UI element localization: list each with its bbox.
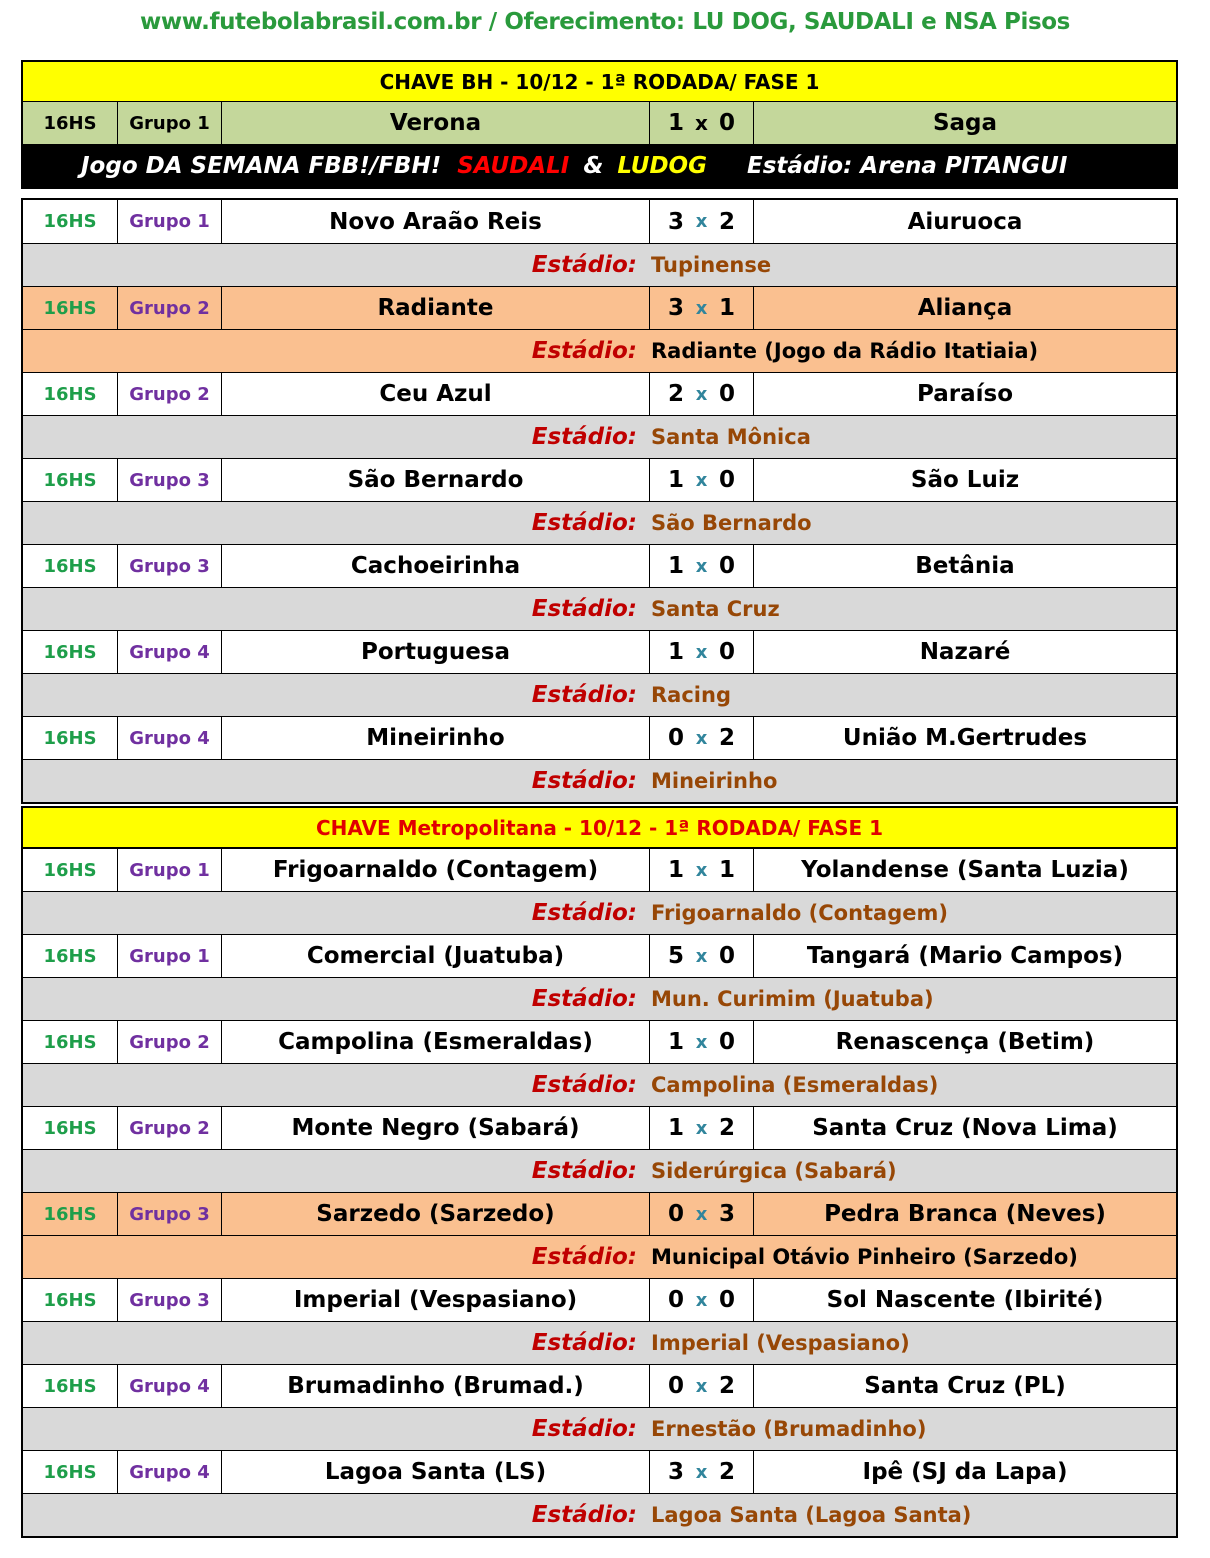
away-team: Yolandense (Santa Luzia) bbox=[753, 849, 1176, 891]
away-team: Saga bbox=[753, 102, 1176, 144]
score bbox=[649, 1365, 753, 1407]
score-separator: x bbox=[695, 727, 708, 749]
match-row bbox=[23, 934, 1176, 977]
score-separator: x bbox=[695, 1203, 708, 1225]
away-team: Ipê (SJ da Lapa) bbox=[753, 1451, 1176, 1493]
away-score: 0 bbox=[718, 553, 735, 579]
game-of-the-week-bar bbox=[23, 145, 1176, 187]
stadium-label: Estádio: bbox=[531, 1502, 637, 1528]
stadium-row bbox=[23, 1235, 1176, 1278]
sponsor-saudali: SAUDALI bbox=[457, 153, 570, 179]
match-group: Grupo 2 bbox=[117, 287, 221, 329]
home-score: 3 bbox=[668, 295, 685, 321]
score-separator: x bbox=[695, 383, 708, 405]
match-row bbox=[23, 200, 1176, 243]
match-time: 16HS bbox=[43, 211, 97, 232]
away-score: 2 bbox=[718, 1373, 735, 1399]
match-time: 16HS bbox=[43, 297, 97, 319]
home-score: 5 bbox=[668, 943, 685, 969]
away-team: Aiuruoca bbox=[753, 200, 1176, 243]
match-time: 16HS bbox=[43, 1203, 97, 1225]
away-score: 0 bbox=[718, 1287, 735, 1313]
stadium-row bbox=[23, 1407, 1176, 1450]
match-row bbox=[23, 372, 1176, 415]
stadium-label: Estádio: bbox=[531, 900, 637, 926]
away-team: Santa Cruz (Nova Lima) bbox=[753, 1107, 1176, 1149]
match-group: Grupo 4 bbox=[117, 1365, 221, 1407]
stadium-label: Estádio: bbox=[531, 596, 637, 622]
match-group: Grupo 1 bbox=[117, 102, 221, 144]
score-separator: x bbox=[695, 111, 708, 135]
stadium-name: Mineirinho bbox=[651, 769, 778, 793]
home-score: 0 bbox=[668, 1373, 685, 1399]
away-team: Aliança bbox=[753, 287, 1176, 329]
home-score: 1 bbox=[668, 1029, 685, 1055]
stadium-name: Mun. Curimim (Juatuba) bbox=[651, 987, 934, 1011]
home-team: Monte Negro (Sabará) bbox=[221, 1107, 649, 1149]
stadium-name: Municipal Otávio Pinheiro (Sarzedo) bbox=[651, 1245, 1078, 1269]
stadium-label: Estádio: bbox=[531, 1072, 637, 1098]
score-separator: x bbox=[695, 469, 708, 491]
home-score: 1 bbox=[668, 639, 685, 665]
stadium-row bbox=[23, 329, 1176, 372]
home-score: 1 bbox=[668, 467, 685, 493]
home-team: São Bernardo bbox=[221, 459, 649, 501]
stadium-name: Santa Cruz bbox=[651, 597, 780, 621]
away-team: São Luiz bbox=[753, 459, 1176, 501]
featured-match-row bbox=[23, 102, 1176, 145]
score bbox=[649, 849, 753, 891]
home-score: 1 bbox=[668, 110, 685, 136]
away-team: Paraíso bbox=[753, 373, 1176, 415]
match-row bbox=[23, 716, 1176, 759]
stadium-label: Estádio: bbox=[531, 682, 637, 708]
match-row bbox=[23, 286, 1176, 329]
home-team: Radiante bbox=[221, 287, 649, 329]
match-group: Grupo 4 bbox=[117, 717, 221, 759]
away-score: 0 bbox=[718, 1029, 735, 1055]
score bbox=[649, 1107, 753, 1149]
stadium-label: Estádio: bbox=[531, 510, 637, 536]
away-team: Nazaré bbox=[753, 631, 1176, 673]
match-time: 16HS bbox=[43, 945, 97, 967]
score-separator: x bbox=[695, 859, 708, 881]
away-score: 3 bbox=[718, 1201, 735, 1227]
away-score: 2 bbox=[718, 725, 735, 751]
score bbox=[649, 1193, 753, 1235]
away-score: 1 bbox=[718, 857, 735, 883]
match-time: 16HS bbox=[43, 859, 97, 881]
score bbox=[649, 200, 753, 243]
home-score: 3 bbox=[668, 1459, 685, 1485]
stadium-row bbox=[23, 243, 1176, 286]
home-team: Brumadinho (Brumad.) bbox=[221, 1365, 649, 1407]
home-team: Sarzedo (Sarzedo) bbox=[221, 1193, 649, 1235]
metro-header: CHAVE Metropolitana - 10/12 - 1ª RODADA/ FASE 1 bbox=[23, 808, 1176, 848]
score-separator: x bbox=[695, 945, 708, 967]
score-separator: x bbox=[695, 1461, 708, 1483]
score-separator: x bbox=[695, 641, 708, 663]
match-row bbox=[23, 458, 1176, 501]
match-time: 16HS bbox=[43, 383, 97, 405]
home-team: Novo Araão Reis bbox=[221, 200, 649, 243]
away-team: Renascença (Betim) bbox=[753, 1021, 1176, 1063]
stadium-name: Ernestão (Brumadinho) bbox=[651, 1417, 927, 1441]
stadium-row bbox=[23, 1321, 1176, 1364]
away-team: Tangará (Mario Campos) bbox=[753, 935, 1176, 977]
match-group: Grupo 3 bbox=[117, 459, 221, 501]
weekly-title: Jogo DA SEMANA FBB!/FBH! bbox=[81, 153, 442, 179]
featured-match-table bbox=[21, 60, 1178, 189]
score bbox=[649, 717, 753, 759]
stadium-row bbox=[23, 501, 1176, 544]
score bbox=[649, 287, 753, 329]
match-row bbox=[23, 1450, 1176, 1493]
match-time: 16HS bbox=[43, 1117, 97, 1139]
bh-header: CHAVE BH - 10/12 - 1ª RODADA/ FASE 1 bbox=[23, 62, 1176, 102]
score-separator: x bbox=[695, 1117, 708, 1139]
home-team: Frigoarnaldo (Contagem) bbox=[221, 849, 649, 891]
home-team: Lagoa Santa (LS) bbox=[221, 1451, 649, 1493]
stadium-name: São Bernardo bbox=[651, 511, 812, 535]
stadium-name: Campolina (Esmeraldas) bbox=[651, 1073, 939, 1097]
match-group: Grupo 2 bbox=[117, 1107, 221, 1149]
match-row bbox=[23, 848, 1176, 891]
stadium-name: Frigoarnaldo (Contagem) bbox=[651, 901, 948, 925]
bh-matches-table bbox=[21, 198, 1178, 804]
home-team: Cachoeirinha bbox=[221, 545, 649, 587]
stadium-label: Estádio: bbox=[531, 1330, 637, 1356]
match-time: 16HS bbox=[43, 641, 97, 663]
stadium-label: Estádio: bbox=[531, 1416, 637, 1442]
score-separator: x bbox=[695, 1375, 708, 1397]
home-score: 0 bbox=[668, 1201, 685, 1227]
match-time: 16HS bbox=[43, 1031, 97, 1053]
stadium-row bbox=[23, 891, 1176, 934]
away-score: 2 bbox=[718, 1459, 735, 1485]
away-score: 1 bbox=[718, 295, 735, 321]
ampersand: & bbox=[583, 153, 604, 179]
score-separator: x bbox=[695, 211, 708, 232]
away-score: 0 bbox=[718, 467, 735, 493]
stadium-name: Tupinense bbox=[651, 253, 772, 277]
match-row bbox=[23, 1020, 1176, 1063]
away-score: 0 bbox=[718, 381, 735, 407]
match-group: Grupo 1 bbox=[117, 200, 221, 243]
home-team: Ceu Azul bbox=[221, 373, 649, 415]
home-team: Campolina (Esmeraldas) bbox=[221, 1021, 649, 1063]
match-row bbox=[23, 630, 1176, 673]
match-group: Grupo 3 bbox=[117, 1279, 221, 1321]
away-team: Pedra Branca (Neves) bbox=[753, 1193, 1176, 1235]
home-score: 1 bbox=[668, 553, 685, 579]
home-team: Mineirinho bbox=[221, 717, 649, 759]
stadium-row bbox=[23, 759, 1176, 802]
away-team: União M.Gertrudes bbox=[753, 717, 1176, 759]
featured-stadium: Estádio: Arena PITANGUI bbox=[747, 153, 1068, 179]
score bbox=[649, 373, 753, 415]
score bbox=[649, 1451, 753, 1493]
match-group: Grupo 2 bbox=[117, 373, 221, 415]
stadium-row bbox=[23, 1149, 1176, 1192]
score bbox=[649, 102, 753, 144]
match-group: Grupo 1 bbox=[117, 849, 221, 891]
stadium-name: Radiante (Jogo da Rádio Itatiaia) bbox=[651, 339, 1039, 363]
match-time: 16HS bbox=[43, 555, 97, 577]
home-score: 1 bbox=[668, 857, 685, 883]
home-score: 2 bbox=[668, 381, 685, 407]
match-time: 16HS bbox=[43, 1375, 97, 1397]
stadium-label: Estádio: bbox=[531, 252, 637, 278]
site-banner: www.futebolabrasil.com.br / Oferecimento: LU DOG, SAUDALI e NSA Pisos bbox=[140, 9, 1070, 35]
stadium-label: Estádio: bbox=[531, 424, 637, 450]
stadium-row bbox=[23, 587, 1176, 630]
stadium-row bbox=[23, 673, 1176, 716]
home-team: Imperial (Vespasiano) bbox=[221, 1279, 649, 1321]
stadium-row bbox=[23, 415, 1176, 458]
score-separator: x bbox=[695, 1031, 708, 1053]
sponsor-ludog: LUDOG bbox=[617, 153, 707, 179]
score-separator: x bbox=[695, 555, 708, 577]
stadium-label: Estádio: bbox=[531, 1244, 637, 1270]
match-row bbox=[23, 1364, 1176, 1407]
home-team: Verona bbox=[221, 102, 649, 144]
away-score: 0 bbox=[718, 943, 735, 969]
away-score: 0 bbox=[718, 639, 735, 665]
away-team: Santa Cruz (PL) bbox=[753, 1365, 1176, 1407]
away-team: Sol Nascente (Ibirité) bbox=[753, 1279, 1176, 1321]
match-row bbox=[23, 1278, 1176, 1321]
stadium-row bbox=[23, 1063, 1176, 1106]
stadium-name: Santa Mônica bbox=[651, 425, 811, 449]
match-time: 16HS bbox=[43, 112, 97, 134]
match-group: Grupo 4 bbox=[117, 1451, 221, 1493]
match-group: Grupo 1 bbox=[117, 935, 221, 977]
stadium-label: Estádio: bbox=[531, 338, 637, 364]
score bbox=[649, 1021, 753, 1063]
stadium-label: Estádio: bbox=[531, 1158, 637, 1184]
score bbox=[649, 1279, 753, 1321]
score-separator: x bbox=[695, 1289, 708, 1311]
score bbox=[649, 631, 753, 673]
match-group: Grupo 4 bbox=[117, 631, 221, 673]
match-time: 16HS bbox=[43, 469, 97, 491]
home-team: Portuguesa bbox=[221, 631, 649, 673]
stadium-name: Racing bbox=[651, 683, 731, 707]
score bbox=[649, 545, 753, 587]
away-score: 0 bbox=[718, 110, 735, 136]
score bbox=[649, 459, 753, 501]
match-row bbox=[23, 544, 1176, 587]
home-score: 0 bbox=[668, 1287, 685, 1313]
match-group: Grupo 3 bbox=[117, 545, 221, 587]
home-score: 0 bbox=[668, 725, 685, 751]
stadium-name: Lagoa Santa (Lagoa Santa) bbox=[651, 1503, 972, 1527]
match-time: 16HS bbox=[43, 1289, 97, 1311]
stadium-label: Estádio: bbox=[531, 986, 637, 1012]
match-row bbox=[23, 1192, 1176, 1235]
match-row bbox=[23, 1106, 1176, 1149]
match-time: 16HS bbox=[43, 727, 97, 749]
match-time: 16HS bbox=[43, 1461, 97, 1483]
away-score: 2 bbox=[718, 208, 735, 235]
stadium-row bbox=[23, 977, 1176, 1020]
match-group: Grupo 2 bbox=[117, 1021, 221, 1063]
metro-matches-table bbox=[21, 806, 1178, 1538]
stadium-row bbox=[23, 1493, 1176, 1536]
home-score: 1 bbox=[668, 1115, 685, 1141]
match-group: Grupo 3 bbox=[117, 1193, 221, 1235]
score-separator: x bbox=[695, 297, 708, 319]
stadium-name: Siderúrgica (Sabará) bbox=[651, 1159, 897, 1183]
home-team: Comercial (Juatuba) bbox=[221, 935, 649, 977]
stadium-label: Estádio: bbox=[531, 768, 637, 794]
away-score: 2 bbox=[718, 1115, 735, 1141]
away-team: Betânia bbox=[753, 545, 1176, 587]
score bbox=[649, 935, 753, 977]
home-score: 3 bbox=[668, 208, 685, 235]
stadium-name: Imperial (Vespasiano) bbox=[651, 1331, 910, 1355]
